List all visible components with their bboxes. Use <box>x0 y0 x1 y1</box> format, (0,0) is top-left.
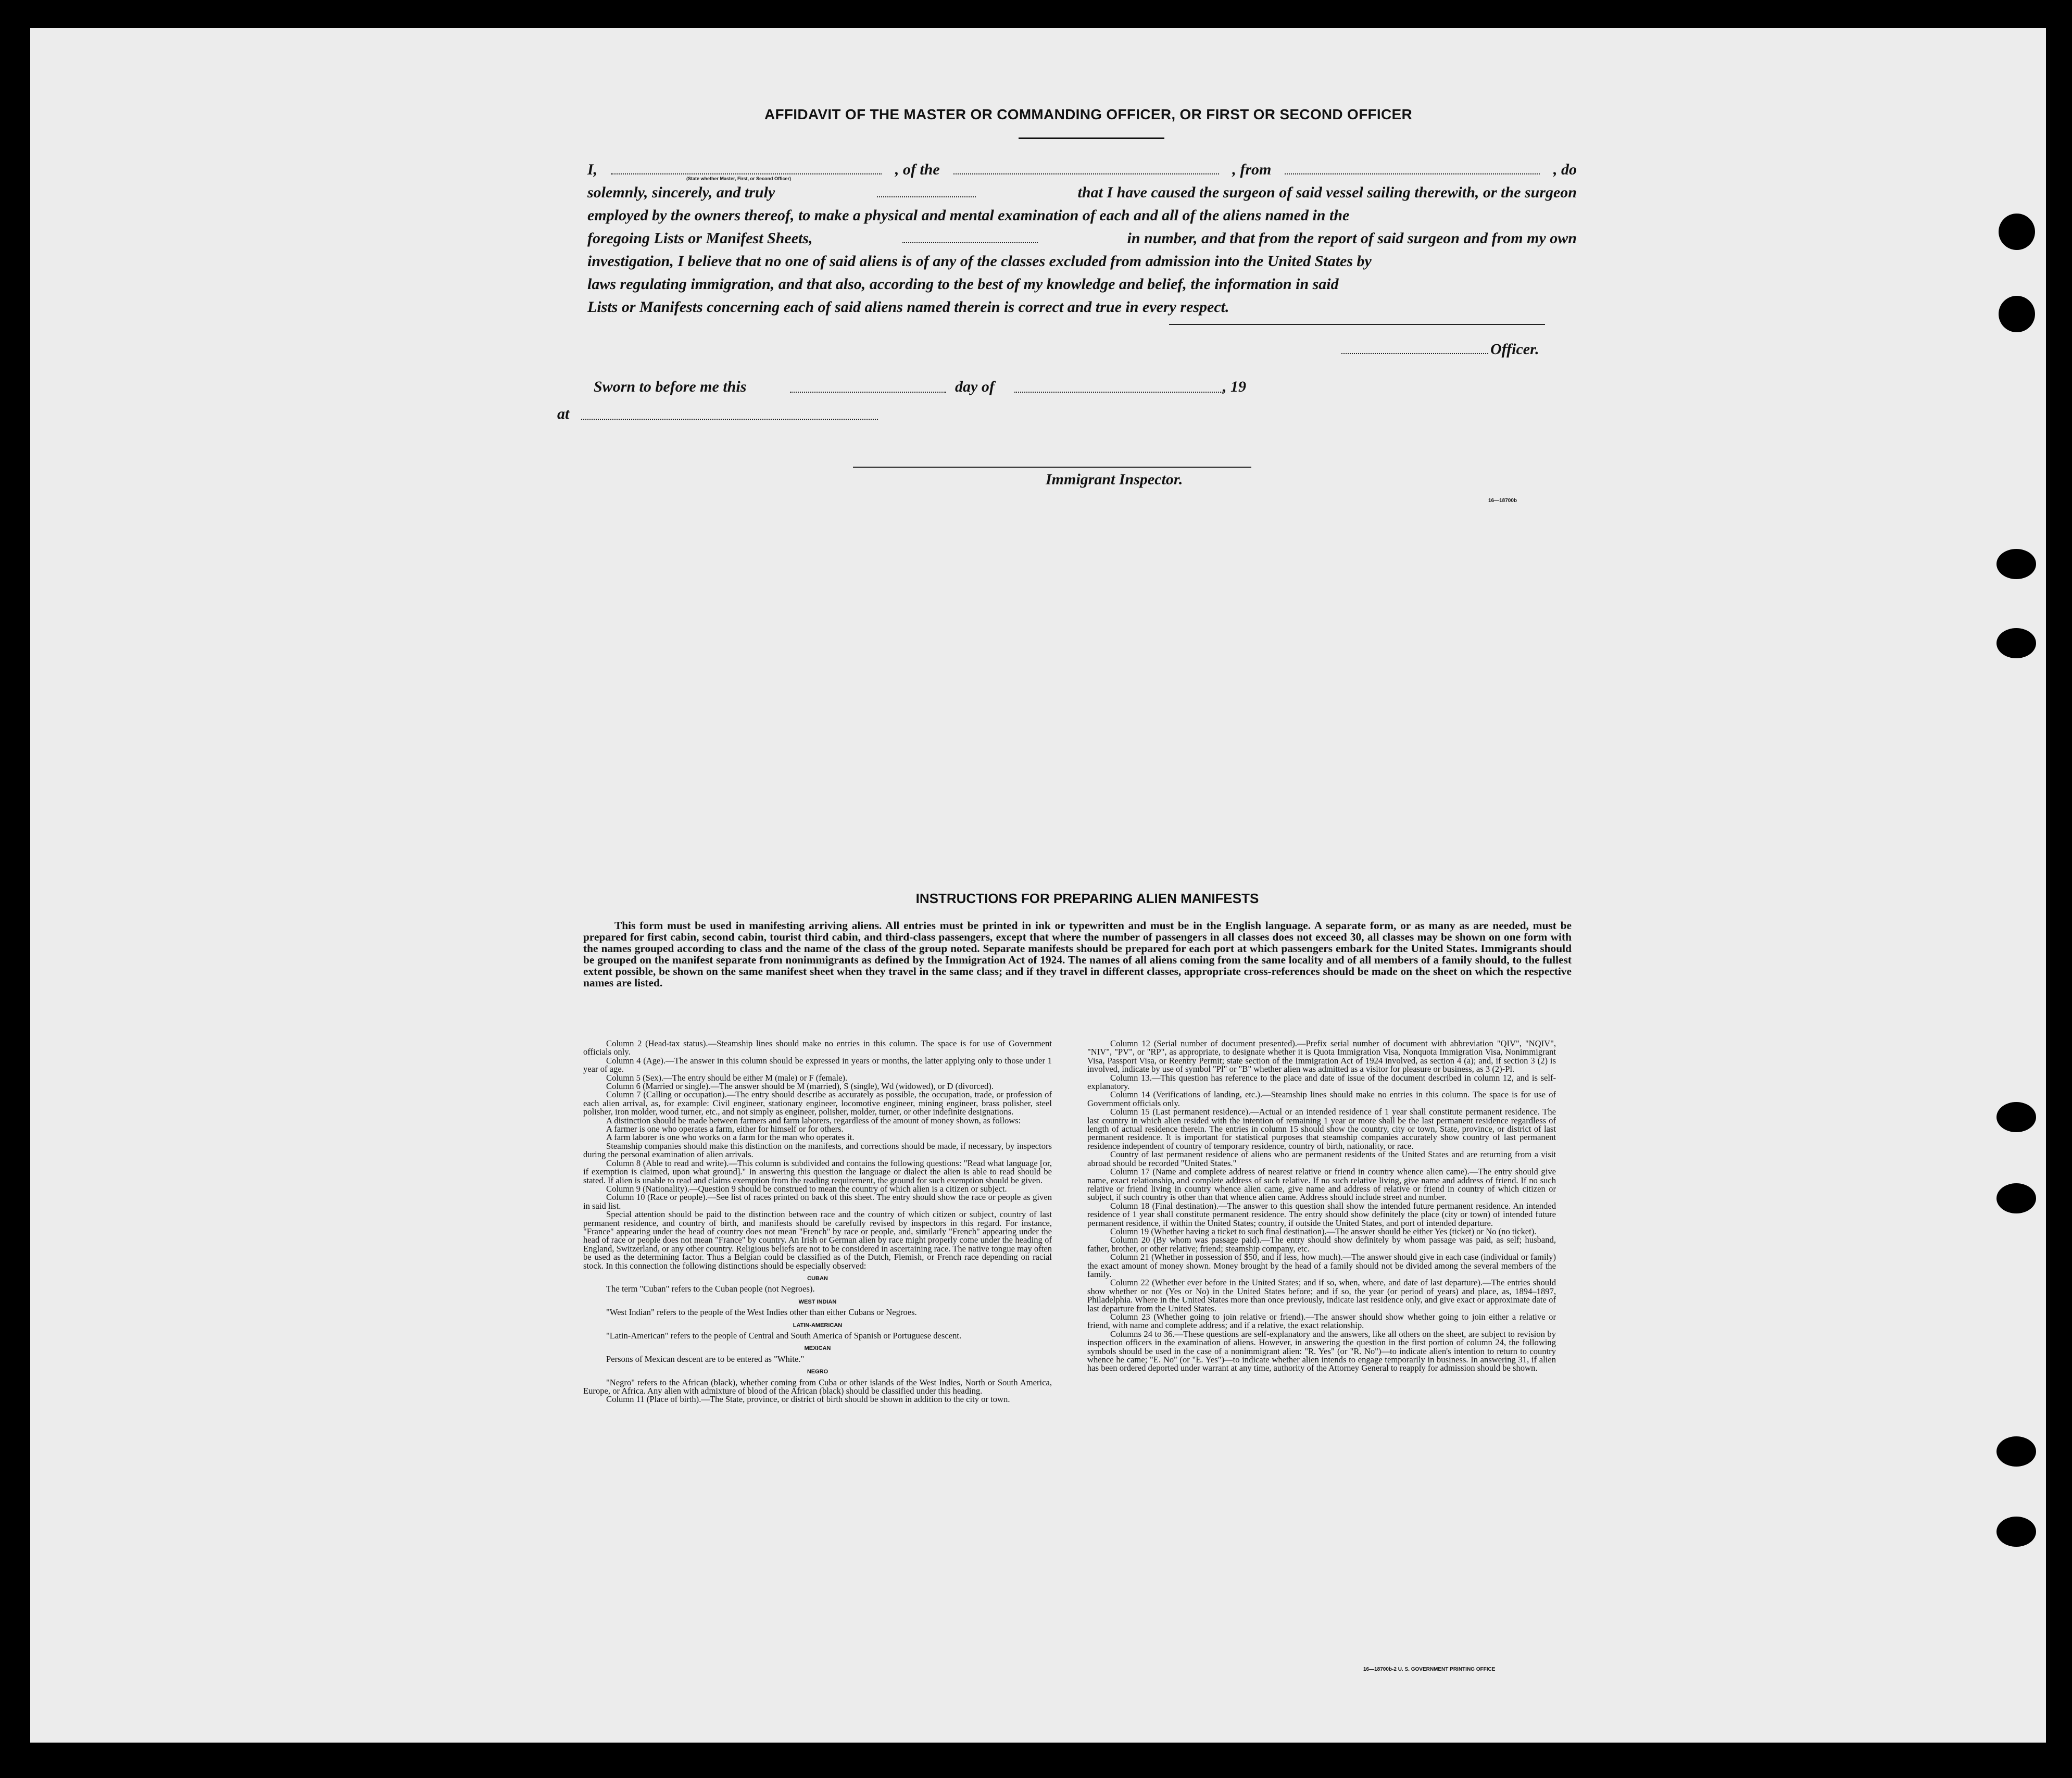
col-14-text: Column 14 (Verifications of landing, etc.).—Steamship lines should make no entries in this column. The space is for use of Government officials only. <box>1087 1090 1556 1108</box>
col-10-text: Column 10 (Race or people).—See list of races printed on back of this sheet. The entry should show the race or people as given in said list. <box>583 1192 1052 1211</box>
farm-laborer-definition: A farm laborer is one who works on a farm for the man who operates it. <box>606 1132 855 1143</box>
col-24-36-text: Columns 24 to 36.—These questions are self-explanatory and the answers, like all others on the sheet, are subject to revision by inspection officers in the examination of aliens. However, in answering the question in the first portion of column 24, the following symbols should be used in the case of a nonimmigrant alien: "R. Yes" (or "R. No")—to indicate alien's intention to return to country whence he came; "E. No" (or "E. Yes")—to indicate whether alien intends to engage temporarily in business. In answering 31, if alien has been ordered deported under warrant at any time, authority of the Attorney General to reapply for admission should be shown. <box>1087 1329 1556 1373</box>
instructions-right-column <box>1087 1040 1556 1373</box>
col-8-text: Column 8 (Able to read and write).—This column is subdivided and contains the following questions: "Read what language [or, if exemption is claimed, upon what ground]." In answering this question the language or dialect the alien is able to read should be stated. If alien is unable to read and claims exemption from the reading requirement, the ground for such exemption should be given. <box>583 1158 1052 1185</box>
intro-paragraph: This form must be used in manifesting arriving aliens. All entries must be printed in ink or typewritten and must be in the English language. A separate form, or as many as are needed, must be prepared for first cabin, second cabin, tourist third cabin, and third-class passengers, except that where the number of passengers in all classes does not exceed 30, all classes may be shown on one form with the names grouped according to class and the name of the class of the group noted. Separate manifests should be prepared for each port at which passengers embark for the United States. Immigrants should be grouped on the manifest separate from nonimmigrants as defined by the Immigration Act of 1924. The names of all aliens coming from the same locality and of all members of a family should, to the fullest extent possible, be shown on the same manifest sheet when they travel in the same class; and if they travel in different classes, appropriate cross-references should be made on the sheet on which the respective names are listed. <box>583 919 1572 989</box>
col-13-text: Column 13.—This question has reference to the place and date of issue of the document described in column 12, and is self-explanatory. <box>1087 1072 1556 1092</box>
race-distinction-text: Special attention should be paid to the distinction between race and the country of which citizen or subject, country of last permanent residence, and country of birth, and manifests should be carefully revised by inspectors in this regard. For instance, "France" appearing under the head of country does not mean "French" by race or people, and, similarly "French" appearing under the head of race or people does not mean "France" by country. An Irish or German alien by race might properly come under the heading of England, Switzerland, or any other country. Religious beliefs are not to be considered in ascertaining race. The native tongue may often be used as the determining factor. Thus a Belgian could be classified as of the Dutch, Flemish, or French race depending on racial stock. In this connection the following distinctions should be especially observed: <box>583 1209 1052 1271</box>
sworn-day-field[interactable] <box>790 392 946 393</box>
affidavit-line-5 <box>587 250 1577 273</box>
latin-american-heading: LATIN-AMERICAN <box>793 1322 843 1329</box>
west-indian-heading: WEST INDIAN <box>798 1298 837 1305</box>
binder-hole <box>1999 296 2035 332</box>
affidavit-body <box>587 158 1577 319</box>
binder-hole <box>1996 1183 2036 1213</box>
affidavit-l4a: foregoing Lists or Manifest Sheets, <box>587 230 813 247</box>
affidavit-i: I, <box>587 161 598 178</box>
farmer-definition: A farmer is one who operates a farm, either for himself or for others. <box>606 1124 844 1134</box>
binder-hole <box>1996 1517 2036 1547</box>
title-underline <box>1019 137 1164 139</box>
col-4-text: Column 4 (Age).—The answer in this column should be expressed in years or months, the latter applying only to those under 1 year of age. <box>583 1055 1052 1074</box>
col-20-text: Column 20 (By whom was passage paid).—The entry should show definitely by whom passage was paid, as self; husband, father, brother, or other relative; friend; steamship company, etc. <box>1087 1235 1556 1254</box>
affidavit-l2b: that I have caused the surgeon of said vessel sailing therewith, or the surgeon <box>1077 184 1577 201</box>
affidavit-l5: investigation, I believe that no one of said aliens is of any of the classes excluded from admission into the United States by <box>587 253 1372 270</box>
farmer-distinction-text: A distinction should be made between farmers and farm laborers, regardless of the amount of money shown, as follows: <box>606 1115 1021 1125</box>
col-21-text: Column 21 (Whether in possession of $50, and if less, how much).—The answer should give in each case (individual or family) the exact amount of money shown. Money brought by the head of a family should not be divided among the several members of the family. <box>1087 1252 1556 1279</box>
col-9-text: Column 9 (Nationality).—Question 9 should be construed to mean the country of which alien is a citizen or subject. <box>606 1183 1007 1194</box>
port-from-field[interactable] <box>1285 160 1540 174</box>
col-23-text: Column 23 (Whether going to join relative or friend).—The answer should show whether going to join either a relative or friend, with name and complete address; and if a relative, the exact relationship. <box>1087 1312 1556 1331</box>
sworn-place-field[interactable] <box>581 419 878 420</box>
affidavit-l3: employed by the owners thereof, to make a physical and mental examination of each and all of the aliens named in the <box>587 207 1350 224</box>
negro-text: "Negro" refers to the African (black), whether coming from Cuba or other islands of the West Indies, North or South America, Europe, or Africa. Any alien with admixture of blood of the African (black) should be classified under this heading. <box>583 1377 1052 1396</box>
sworn-label: Sworn to before me this <box>594 378 747 395</box>
steamship-distinction-text: Steamship companies should make this distinction on the manifests, and corrections should be made, if necessary, by inspectors during the personal examination of alien arrivals. <box>583 1141 1052 1160</box>
negro-heading: NEGRO <box>807 1369 828 1375</box>
at-label: at <box>557 405 570 422</box>
col-18-text: Column 18 (Final destination).—The answer to this question shall show the intended future permanent residence. An intended residence of 1 year shall constitute permanent residence. The entry should show definitely the place (city or town) of intended future permanent residence, if within the United States; country, if outside the United States, and port of intended departure. <box>1087 1200 1556 1228</box>
col-17-text: Column 17 (Name and complete address of nearest relative or friend in country whence alien came).—The entry should give name, exact relationship, and complete address of such relative. If no such relative living, give name and address of friend. If no such relative or friend living in country whence alien came, give name and address of relative or friend in country of which citizen or subject, if such country is other than that whence alien came. Address should include street and number. <box>1087 1167 1556 1203</box>
affidavit-l2a: solemnly, sincerely, and truly <box>587 184 775 201</box>
affidavit-l7: Lists or Manifests concerning each of said aliens named therein is correct and true in every respect. <box>587 298 1229 316</box>
sheet-count-field[interactable] <box>902 229 1038 243</box>
affidavit-do: , do <box>1553 161 1577 178</box>
affidavit-line-3 <box>587 204 1577 227</box>
officer-rank-note: (State whether Master, First, or Second Officer) <box>686 176 792 181</box>
officer-rank-field[interactable] <box>611 160 882 174</box>
col-22-text: Column 22 (Whether ever before in the United States; and if so, when, where, and date of last departure).—The entries should show whether or not (Yes or No) in the United States before; and if so, the year (or period of years) and place, as, 1894–1897, Philadelphia. Where in the United States more than once previously, indicate last residence only, and give exact or approximate date of last departure from the United States. <box>1087 1278 1556 1313</box>
officer-label: Officer. <box>1490 341 1539 358</box>
affidavit-title: AFFIDAVIT OF THE MASTER OR COMMANDING OFFICER, OR FIRST OR SECOND OFFICER <box>764 106 1412 122</box>
affidavit-form-number: 16—18700b <box>1488 498 1517 504</box>
printing-office-footer: 16—18700b-2 U. S. GOVERNMENT PRINTING OFFICE <box>1363 1667 1496 1672</box>
col-12-text: Column 12 (Serial number of document presented).—Prefix serial number of document with abbreviation "QIV", "NQIV", "NIV", "PV", or "RP", as appropriate, to designate whether it is Quota Immigration Visa, Nonquota Immigration Visa, Nonimmigrant Visa, Passport Visa, or Reentry Permit; state section of the Immigration Act of 1924 involved, as section 4 (a); and, if section 3 (2) is involved, indicate by use of symbol "Pl" or "B" whether alien was admitted as a visitor for pleasure or business, as 3 (2)-Pl. <box>1087 1038 1556 1074</box>
binder-hole <box>1996 628 2036 658</box>
latin-american-text: "Latin-American" refers to the people of Central and South America of Spanish or Portuguese descent. <box>606 1331 962 1341</box>
affidavit-line-7 <box>587 296 1577 319</box>
affidavit-line-6 <box>587 273 1577 296</box>
col-19-text: Column 19 (Whether having a ticket to such final destination).—The answer should be either Yes (ticket) or No (no ticket). <box>1110 1226 1537 1236</box>
affidavit-line-2 <box>587 181 1577 204</box>
west-indian-text: "West Indian" refers to the people of the West Indies other than either Cubans or Negroes. <box>606 1307 917 1318</box>
instructions-title: INSTRUCTIONS FOR PREPARING ALIEN MANIFESTS <box>915 891 1259 906</box>
us-residence-text: Country of last permanent residence of aliens who are permanent residents of the United States and are returning from a visit abroad should be recorded "United States." <box>1087 1149 1556 1168</box>
binder-hole <box>1999 214 2035 250</box>
inspector-label: Immigrant Inspector. <box>1046 471 1183 488</box>
oath-field[interactable] <box>877 183 976 197</box>
affidavit-from: , from <box>1232 161 1272 178</box>
affidavit-of-the: , of the <box>895 161 940 178</box>
col-11-text: Column 11 (Place of birth).—The State, province, or district of birth should be shown in addition to the city or town. <box>606 1394 1010 1405</box>
instructions-left-column <box>583 1040 1052 1404</box>
col-15-text: Column 15 (Last permanent residence).—Actual or an intended residence of 1 year shall constitute permanent residence. The last country in which alien resided with the intention of remaining 1 year or more shall be the last permanent residence regardless of length of actual residence therein. The entries in column 15 should show the country, city or town, State, province, or district of last permanent residence. It is important for statistical purposes that steamship companies accurately show country of last permanent residence independent of country of temporary residence, country of birth, nationality, or race. <box>1087 1107 1556 1151</box>
officer-title-line[interactable] <box>1341 353 1488 354</box>
affidavit-line-4 <box>587 227 1577 250</box>
vessel-name-field[interactable] <box>953 160 1219 174</box>
day-of-label: day of <box>955 378 995 395</box>
year-label: , 19 <box>1223 378 1246 395</box>
binder-hole <box>1996 1102 2036 1132</box>
mexican-heading: MEXICAN <box>804 1345 831 1352</box>
sworn-month-field[interactable] <box>1014 392 1223 393</box>
mexican-text: Persons of Mexican descent are to be entered as "White." <box>606 1354 805 1364</box>
col-2-text: Column 2 (Head-tax status).—Steamship lines should make no entries in this column. The space is for use of Government officials only. <box>583 1038 1052 1057</box>
col-7-text: Column 7 (Calling or occupation).—The entry should describe as accurately as possible, the occupation, trade, or profession of each alien arrival, as, for example: Civil engineer, stationary engineer, locomotive engineer, mining engineer, brass polisher, steel polisher, iron molder, wood turner, etc., and not simply as engineer, polisher, molder, turner, or other indefinite designations. <box>583 1090 1052 1117</box>
affidavit-l6: laws regulating immigration, and that also, according to the best of my knowledge and belief, the information in said <box>587 276 1339 293</box>
col-6-text: Column 6 (Married or single).—The answer should be M (married), S (single), Wd (widowed), or D (divorced). <box>606 1081 994 1092</box>
officer-signature-line[interactable] <box>1169 324 1545 325</box>
cuban-text: The term "Cuban" refers to the Cuban people (not Negroes). <box>606 1284 815 1294</box>
binder-hole <box>1996 549 2036 579</box>
instructions-intro <box>583 920 1572 988</box>
manifest-sheet <box>30 28 2046 1743</box>
inspector-signature-line[interactable] <box>853 467 1251 468</box>
binder-hole <box>1996 1436 2036 1467</box>
affidavit-l4b: in number, and that from the report of said surgeon and from my own <box>1127 230 1577 247</box>
col-5-text: Column 5 (Sex).—The entry should be either M (male) or F (female). <box>606 1072 848 1083</box>
cuban-heading: CUBAN <box>807 1275 828 1282</box>
